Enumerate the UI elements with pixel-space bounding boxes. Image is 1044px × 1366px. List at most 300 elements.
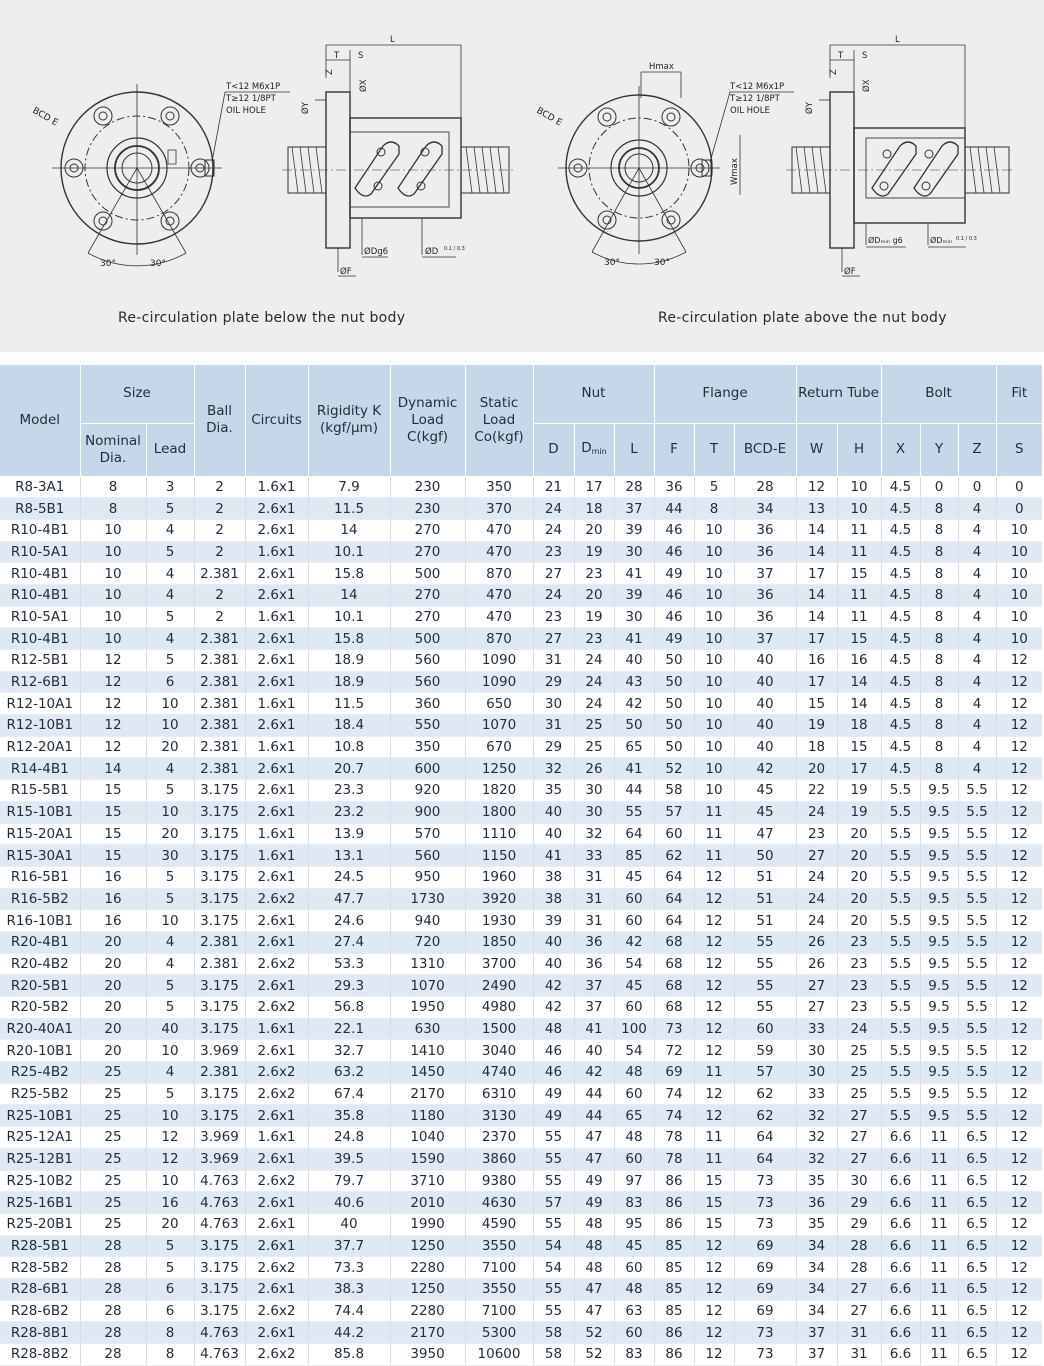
table-cell: 28 bbox=[837, 1235, 881, 1257]
table-cell: 5.5 bbox=[881, 780, 920, 802]
table-cell: 48 bbox=[574, 1213, 614, 1235]
table-cell: 1590 bbox=[390, 1148, 465, 1170]
table-cell: 2.6x1 bbox=[245, 1105, 308, 1127]
table-cell: 11 bbox=[694, 845, 734, 867]
table-cell: 10 bbox=[146, 1040, 194, 1062]
table-cell: 52 bbox=[574, 1344, 614, 1366]
model-cell: R25-10B1 bbox=[0, 1105, 80, 1127]
table-cell: 3.175 bbox=[194, 866, 245, 888]
table-cell: 5 bbox=[146, 997, 194, 1019]
table-cell: 55 bbox=[533, 1148, 574, 1170]
table-cell: 2.6x2 bbox=[245, 1083, 308, 1105]
table-cell: 5.5 bbox=[958, 953, 996, 975]
table-cell: 6.5 bbox=[958, 1235, 996, 1257]
table-cell: 36 bbox=[734, 584, 796, 606]
table-row bbox=[0, 1083, 1042, 1105]
table-cell: 10 bbox=[694, 780, 734, 802]
table-cell: 64 bbox=[654, 888, 694, 910]
table-cell: 12 bbox=[996, 975, 1042, 997]
table-cell: 4630 bbox=[465, 1192, 533, 1214]
table-cell: 2.6x2 bbox=[245, 1344, 308, 1366]
header-Dmin-sub: min bbox=[591, 446, 607, 456]
table-cell: 12 bbox=[996, 1300, 1042, 1322]
table-cell: 44 bbox=[654, 498, 694, 520]
table-cell: 5.5 bbox=[958, 975, 996, 997]
table-cell: 21 bbox=[533, 476, 574, 498]
table-cell: 60 bbox=[654, 823, 694, 845]
model-cell: R20-5B2 bbox=[0, 997, 80, 1019]
table-cell: 600 bbox=[390, 758, 465, 780]
model-cell: R10-5A1 bbox=[0, 541, 80, 563]
table-cell: 3040 bbox=[465, 1040, 533, 1062]
table-cell: 4.5 bbox=[881, 519, 920, 541]
table-row bbox=[0, 1257, 1042, 1279]
table-cell: 500 bbox=[390, 628, 465, 650]
table-cell: 7100 bbox=[465, 1300, 533, 1322]
table-cell: 58 bbox=[654, 780, 694, 802]
table-cell: 5.5 bbox=[881, 1040, 920, 1062]
table-cell: 39.5 bbox=[308, 1148, 390, 1170]
table-cell: 6 bbox=[146, 1300, 194, 1322]
table-cell: 5 bbox=[146, 1083, 194, 1105]
model-cell: R15-10B1 bbox=[0, 801, 80, 823]
table-cell: 20 bbox=[796, 758, 837, 780]
table-cell: 41 bbox=[614, 758, 654, 780]
table-cell: 560 bbox=[390, 650, 465, 672]
table-cell: 4.763 bbox=[194, 1344, 245, 1366]
table-cell: 40 bbox=[734, 650, 796, 672]
table-cell: 65 bbox=[614, 736, 654, 758]
table-cell: 11 bbox=[920, 1257, 958, 1279]
table-cell: 2.6x1 bbox=[245, 1322, 308, 1344]
table-cell: 24 bbox=[796, 866, 837, 888]
table-cell: 22 bbox=[796, 780, 837, 802]
table-cell: 2.6x2 bbox=[245, 997, 308, 1019]
table-cell: 570 bbox=[390, 823, 465, 845]
table-cell: 2.381 bbox=[194, 758, 245, 780]
table-cell: 9.5 bbox=[920, 1018, 958, 1040]
table-cell: 74 bbox=[654, 1105, 694, 1127]
table-cell: 23 bbox=[533, 606, 574, 628]
table-cell: 32 bbox=[574, 823, 614, 845]
table-cell: 30 bbox=[574, 780, 614, 802]
table-cell: 4 bbox=[958, 584, 996, 606]
table-cell: 10 bbox=[694, 736, 734, 758]
table-cell: 97 bbox=[614, 1170, 654, 1192]
angle-label: 30° bbox=[654, 258, 670, 268]
table-cell: 1820 bbox=[465, 780, 533, 802]
table-cell: 37 bbox=[574, 997, 614, 1019]
table-cell: 55 bbox=[533, 1278, 574, 1300]
table-cell: 41 bbox=[574, 1018, 614, 1040]
table-cell: 4 bbox=[146, 953, 194, 975]
table-cell: 64 bbox=[614, 823, 654, 845]
table-cell: 2.381 bbox=[194, 563, 245, 585]
table-cell: 40 bbox=[574, 1040, 614, 1062]
table-cell: 40.6 bbox=[308, 1192, 390, 1214]
table-cell: 27 bbox=[796, 997, 837, 1019]
table-cell: 41 bbox=[614, 563, 654, 585]
table-cell: 20 bbox=[837, 910, 881, 932]
table-cell: 15 bbox=[80, 823, 146, 845]
table-cell: 11 bbox=[920, 1170, 958, 1192]
table-cell: 270 bbox=[390, 606, 465, 628]
table-cell: 73 bbox=[734, 1322, 796, 1344]
table-cell: 69 bbox=[734, 1278, 796, 1300]
table-cell: 50 bbox=[654, 671, 694, 693]
table-cell: 12 bbox=[694, 1083, 734, 1105]
table-cell: 12 bbox=[996, 671, 1042, 693]
table-cell: 11 bbox=[920, 1322, 958, 1344]
table-cell: 17 bbox=[796, 671, 837, 693]
table-cell: 15 bbox=[796, 693, 837, 715]
table-cell: 12 bbox=[694, 1235, 734, 1257]
table-cell: 5.5 bbox=[958, 780, 996, 802]
header-W: W bbox=[796, 423, 837, 476]
table-cell: 10 bbox=[694, 519, 734, 541]
table-cell: 31 bbox=[574, 888, 614, 910]
table-cell: 1850 bbox=[465, 931, 533, 953]
table-cell: 26 bbox=[796, 931, 837, 953]
table-cell: 12 bbox=[796, 476, 837, 498]
table-cell: 44 bbox=[574, 1083, 614, 1105]
model-cell: R25-12B1 bbox=[0, 1148, 80, 1170]
table-cell: 65 bbox=[614, 1105, 654, 1127]
table-cell: 69 bbox=[734, 1257, 796, 1279]
table-cell: 4.5 bbox=[881, 715, 920, 737]
dim-T: T bbox=[838, 51, 844, 61]
table-cell: 270 bbox=[390, 519, 465, 541]
table-cell: 34 bbox=[796, 1235, 837, 1257]
table-cell: 10 bbox=[694, 563, 734, 585]
table-cell: 40 bbox=[734, 715, 796, 737]
table-cell: 3.175 bbox=[194, 888, 245, 910]
table-cell: 34 bbox=[796, 1278, 837, 1300]
table-cell: 18.4 bbox=[308, 715, 390, 737]
table-cell: 55 bbox=[734, 997, 796, 1019]
table-cell: 41 bbox=[614, 628, 654, 650]
table-cell: 27 bbox=[837, 1300, 881, 1322]
table-cell: 5.5 bbox=[881, 997, 920, 1019]
table-cell: 3.175 bbox=[194, 1235, 245, 1257]
table-cell: 6 bbox=[146, 1278, 194, 1300]
table-cell: 60 bbox=[614, 1148, 654, 1170]
table-cell: 4.5 bbox=[881, 650, 920, 672]
oil-hole-note: OIL HOLE bbox=[730, 106, 770, 116]
table-cell: 6.5 bbox=[958, 1322, 996, 1344]
table-cell: 73 bbox=[654, 1018, 694, 1040]
dim-D: ØD bbox=[425, 247, 439, 257]
model-cell: R16-5B1 bbox=[0, 866, 80, 888]
table-cell: 4.5 bbox=[881, 693, 920, 715]
table-cell: 30 bbox=[574, 801, 614, 823]
table-cell: 10.8 bbox=[308, 736, 390, 758]
table-cell: 1960 bbox=[465, 866, 533, 888]
table-cell: 11 bbox=[837, 606, 881, 628]
table-cell: 72 bbox=[654, 1040, 694, 1062]
table-cell: 4 bbox=[958, 498, 996, 520]
table-cell: 14 bbox=[80, 758, 146, 780]
table-cell: 12 bbox=[694, 1018, 734, 1040]
table-cell: 7.9 bbox=[308, 476, 390, 498]
table-cell: 79.7 bbox=[308, 1170, 390, 1192]
table-cell: 560 bbox=[390, 671, 465, 693]
table-cell: 4 bbox=[958, 628, 996, 650]
table-cell: 47 bbox=[574, 1148, 614, 1170]
table-cell: 14 bbox=[308, 584, 390, 606]
table-row bbox=[0, 628, 1042, 650]
table-cell: 2170 bbox=[390, 1322, 465, 1344]
table-cell: 73 bbox=[734, 1344, 796, 1366]
table-cell: 5.5 bbox=[881, 1083, 920, 1105]
table-cell: 10 bbox=[146, 910, 194, 932]
table-cell: 46 bbox=[654, 519, 694, 541]
table-cell: 5.5 bbox=[958, 1018, 996, 1040]
table-cell: 12 bbox=[694, 975, 734, 997]
table-cell: 27 bbox=[533, 628, 574, 650]
front-view-right bbox=[535, 62, 795, 268]
table-cell: 9.5 bbox=[920, 997, 958, 1019]
dim-S: S bbox=[358, 51, 364, 61]
table-cell: 49 bbox=[574, 1170, 614, 1192]
table-row bbox=[0, 1213, 1042, 1235]
table-cell: 470 bbox=[465, 606, 533, 628]
header-circuits: Circuits bbox=[245, 365, 308, 476]
model-cell: R20-4B2 bbox=[0, 953, 80, 975]
table-cell: 5.5 bbox=[881, 866, 920, 888]
table-cell: 18.9 bbox=[308, 650, 390, 672]
table-cell: 20 bbox=[146, 1213, 194, 1235]
table-cell: 83 bbox=[614, 1192, 654, 1214]
table-cell: 29.3 bbox=[308, 975, 390, 997]
spec-table-body bbox=[0, 476, 1042, 1365]
table-cell: 4 bbox=[958, 758, 996, 780]
table-cell: 870 bbox=[465, 563, 533, 585]
table-cell: 720 bbox=[390, 931, 465, 953]
table-cell: 6 bbox=[146, 671, 194, 693]
table-cell: 9.5 bbox=[920, 910, 958, 932]
model-cell: R8-3A1 bbox=[0, 476, 80, 498]
table-cell: 6.6 bbox=[881, 1344, 920, 1366]
table-cell: 38 bbox=[533, 866, 574, 888]
table-cell: 12 bbox=[694, 997, 734, 1019]
table-cell: 2.6x1 bbox=[245, 563, 308, 585]
table-cell: 1090 bbox=[465, 671, 533, 693]
table-cell: 55 bbox=[734, 975, 796, 997]
table-cell: 1930 bbox=[465, 910, 533, 932]
table-cell: 31 bbox=[574, 866, 614, 888]
table-cell: 50 bbox=[614, 715, 654, 737]
model-cell: R28-6B2 bbox=[0, 1300, 80, 1322]
table-cell: 9380 bbox=[465, 1170, 533, 1192]
table-cell: 50 bbox=[654, 715, 694, 737]
table-cell: 3.175 bbox=[194, 975, 245, 997]
table-cell: 3700 bbox=[465, 953, 533, 975]
table-cell: 4 bbox=[146, 584, 194, 606]
table-cell: 9.5 bbox=[920, 780, 958, 802]
table-cell: 5.5 bbox=[881, 975, 920, 997]
table-row bbox=[0, 476, 1042, 498]
table-cell: 28 bbox=[80, 1322, 146, 1344]
table-cell: 11.5 bbox=[308, 693, 390, 715]
table-cell: 57 bbox=[734, 1062, 796, 1084]
table-cell: 39 bbox=[614, 584, 654, 606]
dim-L: L bbox=[390, 35, 395, 45]
table-cell: 2.6x1 bbox=[245, 715, 308, 737]
table-row bbox=[0, 584, 1042, 606]
table-cell: 27 bbox=[796, 845, 837, 867]
table-cell: 45 bbox=[614, 1235, 654, 1257]
table-cell: 3.175 bbox=[194, 1278, 245, 1300]
table-cell: 12 bbox=[694, 910, 734, 932]
table-cell: 1990 bbox=[390, 1213, 465, 1235]
table-cell: 83 bbox=[614, 1344, 654, 1366]
table-cell: 19 bbox=[837, 801, 881, 823]
table-cell: 6310 bbox=[465, 1083, 533, 1105]
table-cell: 5.5 bbox=[881, 1105, 920, 1127]
table-cell: 2280 bbox=[390, 1257, 465, 1279]
table-cell: 20 bbox=[80, 975, 146, 997]
table-cell: 2.6x1 bbox=[245, 671, 308, 693]
table-cell: 6.5 bbox=[958, 1278, 996, 1300]
table-cell: 49 bbox=[654, 563, 694, 585]
table-cell: 10 bbox=[146, 1105, 194, 1127]
dim-Dg6: ØDg6 bbox=[364, 247, 389, 257]
table-cell: 2.6x1 bbox=[245, 584, 308, 606]
table-cell: 13 bbox=[796, 498, 837, 520]
table-cell: 3550 bbox=[465, 1278, 533, 1300]
table-cell: 86 bbox=[654, 1344, 694, 1366]
model-cell: R28-5B2 bbox=[0, 1257, 80, 1279]
table-cell: 12 bbox=[146, 1148, 194, 1170]
table-cell: 60 bbox=[614, 910, 654, 932]
table-cell: 25 bbox=[80, 1083, 146, 1105]
table-cell: 25 bbox=[837, 1040, 881, 1062]
table-cell: 62 bbox=[654, 845, 694, 867]
table-row bbox=[0, 953, 1042, 975]
table-cell: 2 bbox=[194, 541, 245, 563]
table-cell: 74.4 bbox=[308, 1300, 390, 1322]
spec-table bbox=[0, 365, 1042, 1366]
table-cell: 8 bbox=[146, 1322, 194, 1344]
table-cell: 2.381 bbox=[194, 1062, 245, 1084]
table-cell: 95 bbox=[614, 1213, 654, 1235]
table-cell: 8 bbox=[920, 628, 958, 650]
table-cell: 270 bbox=[390, 541, 465, 563]
table-cell: 100 bbox=[614, 1018, 654, 1040]
table-row bbox=[0, 910, 1042, 932]
table-cell: 4 bbox=[958, 541, 996, 563]
model-cell: R12-10A1 bbox=[0, 693, 80, 715]
table-cell: 2370 bbox=[465, 1127, 533, 1149]
table-cell: 1450 bbox=[390, 1062, 465, 1084]
table-cell: 37 bbox=[734, 563, 796, 585]
table-cell: 18 bbox=[837, 715, 881, 737]
table-row bbox=[0, 780, 1042, 802]
table-cell: 3860 bbox=[465, 1148, 533, 1170]
table-cell: 15 bbox=[80, 845, 146, 867]
table-cell: 630 bbox=[390, 1018, 465, 1040]
table-cell: 9.5 bbox=[920, 823, 958, 845]
table-cell: 68 bbox=[654, 931, 694, 953]
table-cell: 5.5 bbox=[958, 801, 996, 823]
table-cell: 3.969 bbox=[194, 1148, 245, 1170]
table-cell: 4590 bbox=[465, 1213, 533, 1235]
table-cell: 25 bbox=[80, 1170, 146, 1192]
table-cell: 55 bbox=[614, 801, 654, 823]
dim-F: ØF bbox=[844, 267, 856, 277]
table-cell: 25 bbox=[80, 1213, 146, 1235]
table-cell: 950 bbox=[390, 866, 465, 888]
table-cell: 16 bbox=[146, 1192, 194, 1214]
table-cell: 5.5 bbox=[958, 823, 996, 845]
table-cell: 12 bbox=[694, 1278, 734, 1300]
table-cell: 2490 bbox=[465, 975, 533, 997]
table-cell: 54 bbox=[533, 1235, 574, 1257]
table-cell: 670 bbox=[465, 736, 533, 758]
table-cell: 30 bbox=[614, 541, 654, 563]
model-cell: R12-10B1 bbox=[0, 715, 80, 737]
table-cell: 23 bbox=[837, 997, 881, 1019]
table-cell: 20 bbox=[80, 953, 146, 975]
table-cell: 12 bbox=[996, 953, 1042, 975]
table-cell: 25 bbox=[80, 1062, 146, 1084]
table-cell: 23 bbox=[837, 931, 881, 953]
table-cell: 54 bbox=[614, 953, 654, 975]
table-cell: 11 bbox=[920, 1344, 958, 1366]
table-cell: 11 bbox=[920, 1148, 958, 1170]
table-cell: 60 bbox=[734, 1018, 796, 1040]
table-cell: 40 bbox=[533, 801, 574, 823]
table-cell: 230 bbox=[390, 498, 465, 520]
model-cell: R25-20B1 bbox=[0, 1213, 80, 1235]
table-cell: 23 bbox=[796, 823, 837, 845]
header-nominal-dia: Nominal Dia. bbox=[80, 423, 146, 476]
table-row bbox=[0, 823, 1042, 845]
table-row bbox=[0, 1148, 1042, 1170]
table-cell: 470 bbox=[465, 519, 533, 541]
table-cell: 5.5 bbox=[958, 1062, 996, 1084]
bcd-label: BCD E bbox=[30, 105, 60, 129]
model-cell: R25-10B2 bbox=[0, 1170, 80, 1192]
table-cell: 27 bbox=[837, 1105, 881, 1127]
table-cell: 10 bbox=[996, 541, 1042, 563]
table-row bbox=[0, 1300, 1042, 1322]
table-cell: 25 bbox=[574, 736, 614, 758]
dim-F: ØF bbox=[340, 267, 352, 277]
table-cell: 4 bbox=[958, 715, 996, 737]
table-cell: 12 bbox=[694, 1105, 734, 1127]
table-cell: 10 bbox=[996, 584, 1042, 606]
table-cell: 11 bbox=[920, 1192, 958, 1214]
header-Dmin bbox=[574, 423, 614, 476]
table-cell: 28 bbox=[837, 1257, 881, 1279]
table-cell: 2280 bbox=[390, 1300, 465, 1322]
table-cell: 8 bbox=[920, 758, 958, 780]
table-cell: 8 bbox=[920, 715, 958, 737]
table-cell: 9.5 bbox=[920, 1105, 958, 1127]
table-cell: 2.6x2 bbox=[245, 953, 308, 975]
table-cell: 0 bbox=[958, 476, 996, 498]
table-cell: 2.6x2 bbox=[245, 1257, 308, 1279]
table-cell: 30 bbox=[533, 693, 574, 715]
table-cell: 2.6x1 bbox=[245, 866, 308, 888]
table-cell: 52 bbox=[654, 758, 694, 780]
table-cell: 46 bbox=[533, 1040, 574, 1062]
table-cell: 8 bbox=[920, 693, 958, 715]
table-cell: 30 bbox=[146, 845, 194, 867]
table-cell: 20 bbox=[574, 519, 614, 541]
